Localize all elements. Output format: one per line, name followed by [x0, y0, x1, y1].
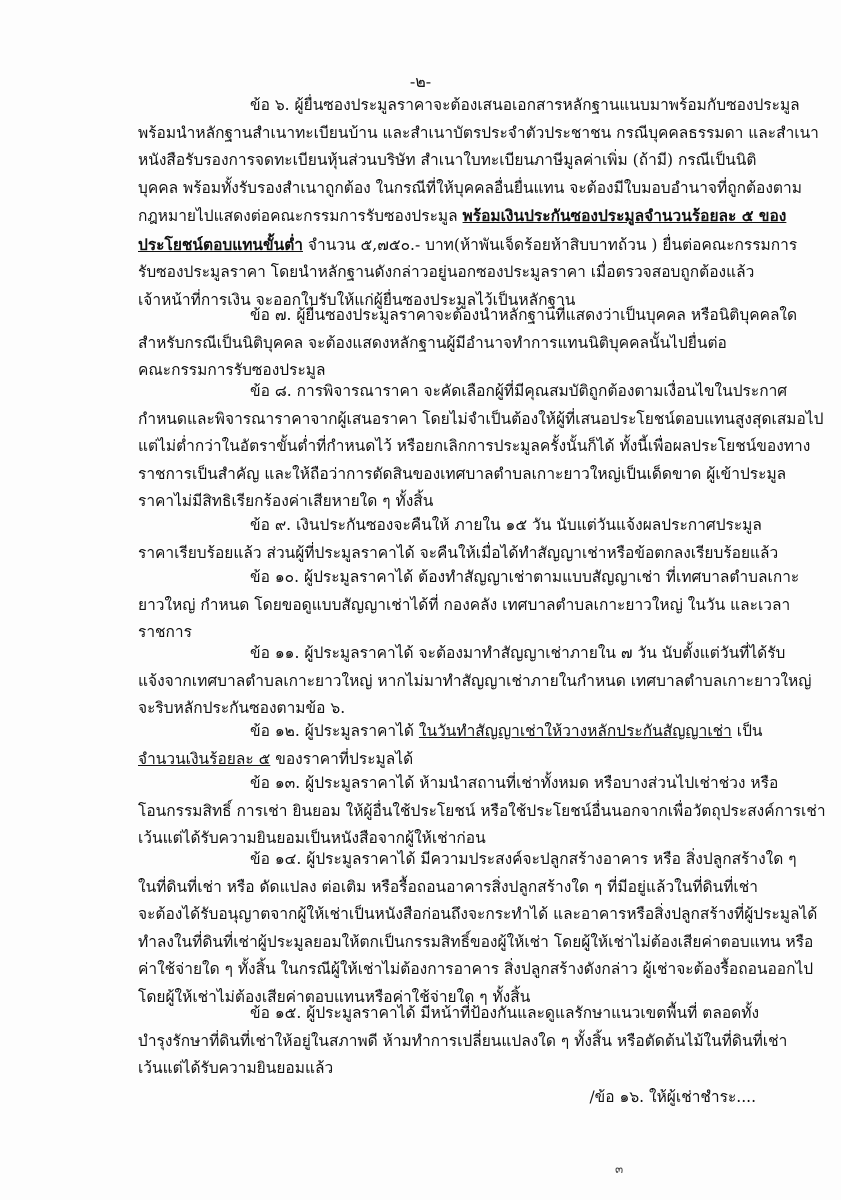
- clause-line: โดยผู้ให้เช่าไม่ต้องเสียค่าตอบแทนหรือค่าใช้จ่ายใด ๆ ทั้งสิ้น: [138, 987, 531, 1006]
- clause-text: ของราคาที่ประมูลได้: [270, 749, 414, 768]
- clause-15: [138, 1000, 788, 1083]
- deposit-emphasis: พร้อมเงินประกันซองประมูลจำนวนร้อยละ ๕ ของ: [462, 206, 787, 225]
- clause-line: [138, 231, 798, 260]
- clause-line: เว้นแต่ได้รับความยินยอมเป็นหนังสือจากผู้ให้เช่าก่อน: [138, 829, 486, 847]
- clause-line: จะริบหลักประกันซองตามข้อ ๖.: [138, 699, 346, 717]
- clause-line: พร้อมนำหลักฐานสำเนาทะเบียนบ้าน และสำเนาบัตรประจำตัวประชาชน กรณีบุคคลธรรมดา และสำเนา: [138, 123, 819, 142]
- clause-line: แจ้งจากเทศบาลตำบลเกาะยาวใหญ่ หากไม่มาทำสัญญาเช่าภายในกำหนด เทศบาลตำบลเกาะยาวใหญ่: [138, 671, 812, 690]
- continuation-note: /ข้อ ๑๖. ให้ผู้เช่าชำระ....: [589, 1088, 756, 1106]
- clause-line: ข้อ ๗. ผู้ยื่นซองประมูลราคาจะต้องนำหลักฐานที่แสดงว่าเป็นบุคคล หรือนิติบุคคลใด: [250, 306, 798, 324]
- clause-line: หนังสือรับรองการจดทะเบียนหุ้นส่วนบริษัท สำเนาใบทะเบียนภาษีมูลค่าเพิ่ม (ถ้ามี) กรณีเป็นนิติ: [138, 151, 757, 169]
- clause-line: ข้อ ๑๐. ผู้ประมูลราคาได้ ต้องทำสัญญาเช่าตามแบบสัญญาเช่า ที่เทศบาลตำบลเกาะ: [250, 568, 800, 586]
- clause-line: [138, 718, 763, 746]
- clause-line: ราคาเรียบร้อยแล้ว ส่วนผู้ที่ประมูลราคาได้ จะคืนให้เมื่อได้ทำสัญญาเช่าหรือข้อตกลงเรียบร้อยแล้ว: [138, 543, 779, 562]
- clause-9: [138, 512, 779, 567]
- clause-line: ค่าใช้จ่ายใด ๆ ทั้งสิ้น ในกรณีผู้ให้เช่าไม่ต้องการอาคาร สิ่งปลูกสร้างดังกล่าว ผู้เช่าจะต้องรื้อถอนออกไป: [138, 960, 814, 978]
- clause-line: ในที่ดินที่เช่า หรือ ดัดแปลง ต่อเติม หรือรื้อถอนอาคารสิ่งปลูกสร้างใด ๆ ที่มีอยู่แล้วในที่ดินที่เช่า: [138, 877, 758, 896]
- clause-text: กฎหมายไปแสดงต่อคณะกรรมการรับซองประมูล: [138, 207, 463, 225]
- clause-line: ทำลงในที่ดินที่เช่าผู้ประมูลยอมให้ตกเป็นกรรมสิทธิ์ของผู้ให้เช่า โดยผู้ให้เช่าไม่ต้องเสียค่าตอบแทน หรือ: [138, 932, 814, 951]
- clause-text: ข้อ ๑๒. ผู้ประมูลราคาได้: [250, 722, 419, 740]
- clause-line: ข้อ ๑๔. ผู้ประมูลราคาได้ มีความประสงค์จะปลูกสร้างอาคาร หรือ สิ่งปลูกสร้างใด ๆ: [250, 850, 797, 868]
- clause-text: จำนวน ๕,๗๕๐.- บาท(ห้าพันเจ็ดร้อยห้าสิบบาทถ้วน ) ยื่นต่อคณะกรรมการ: [303, 235, 798, 254]
- clause-line: [138, 202, 787, 231]
- clause-line: กำหนดและพิจารณาราคาจากผู้เสนอราคา โดยไม่จำเป็นต้องให้ผู้ที่เสนอประโยชน์ตอบแทนสูงสุดเสมอไป: [138, 409, 824, 428]
- clause-line: ข้อ ๑๓. ผู้ประมูลราคาได้ ห้ามนำสถานที่เช่าทั้งหมด หรือบางส่วนไปเช่าช่วง หรือ: [250, 774, 779, 792]
- bottom-mark: ๓: [615, 1162, 624, 1176]
- clause-line: แต่ไม่ต่ำกว่าในอัตราขั้นต่ำที่กำหนดไว้ หรือยกเลิกการประมูลครั้งนั้นก็ได้ ทั้งนี้เพื่อผลประโยชน์ของทาง: [138, 437, 811, 455]
- clause-11: [138, 640, 812, 723]
- clause-line: จะต้องได้รับอนุญาตจากผู้ให้เช่าเป็นหนังสือก่อนถึงจะกระทำได้ และอาคารหรือสิ่งปลูกสร้างที่ผู้ประมูลได้: [138, 905, 818, 923]
- clause-line: ราชการเป็นสำคัญ และให้ถือว่าการตัดสินของเทศบาลตำบลเกาะยาวใหญ่เป็นเด็ดขาด ผู้เข้าประมูล: [138, 464, 787, 483]
- guarantee-emphasis: จำนวนเงินร้อยละ ๕: [138, 749, 271, 768]
- clause-line: ราคาไม่มีสิทธิเรียกร้องค่าเสียหายใด ๆ ทั้งสิ้น: [138, 492, 434, 510]
- clause-line: เว้นแต่ได้รับความยินยอมแล้ว: [138, 1059, 334, 1077]
- clause-line: โอนกรรมสิทธิ์ การเช่า ยินยอม ให้ผู้อื่นใช้ประโยชน์ หรือใช้ประโยชน์อื่นนอกจากเพื่อวัตถุประสงค์การเช่า: [138, 801, 826, 820]
- clause-line: ข้อ ๘. การพิจารณาราคา จะคัดเลือกผู้ที่มีคุณสมบัติถูกต้องตามเงื่อนไขในประกาศ: [250, 382, 788, 400]
- clause-line: สำหรับกรณีเป็นนิติบุคคล จะต้องแสดงหลักฐานผู้มีอำนาจทำการแทนนิติบุคคลนั้นไปยื่นต่อ: [138, 333, 727, 352]
- guarantee-emphasis: ในวันทำสัญญาเช่าให้วางหลักประกันสัญญาเช่า: [418, 722, 732, 740]
- clause-6: [138, 92, 819, 314]
- clause-line: ข้อ ๖. ผู้ยื่นซองประมูลราคาจะต้องเสนอเอกสารหลักฐานแนบมาพร้อมกับซองประมูล: [250, 96, 800, 114]
- clause-8: [138, 378, 824, 516]
- clause-7: [138, 302, 798, 385]
- clause-line: รับซองประมูลราคา โดยนำหลักฐานดังกล่าวอยู่นอกซองประมูลราคา เมื่อตรวจสอบถูกต้องแล้ว: [138, 263, 755, 281]
- clause-line: คณะกรรมการรับซองประมูล: [138, 361, 326, 379]
- clause-line: ยาวใหญ่ กำหนด โดยขอดูแบบสัญญาเช่าได้ที่ กองคลัง เทศบาลตำบลเกาะยาวใหญ่ ในวัน และเวลา: [138, 595, 791, 614]
- clause-text: เป็น: [731, 722, 763, 740]
- clause-12: [138, 718, 763, 773]
- clause-10: [138, 564, 800, 647]
- clause-line: ราชการ: [138, 623, 192, 641]
- clause-line: ข้อ ๑๕. ผู้ประมูลราคาได้ มีหน้าที่ป้องกันและดูแลรักษาแนวเขตพื้นที่ ตลอดทั้ง: [250, 1004, 760, 1022]
- clause-14: [138, 846, 818, 1011]
- clause-line: บำรุงรักษาที่ดินที่เช่าให้อยู่ในสภาพดี ห้ามทำการเปลี่ยนแปลงใด ๆ ทั้งสิ้น หรือตัดต้นไม้ในที่ดินที่เช่า: [138, 1031, 788, 1050]
- deposit-emphasis: ประโยชน์ตอบแทนขั้นต่ำ: [138, 234, 303, 254]
- clause-line: ข้อ ๑๑. ผู้ประมูลราคาได้ จะต้องมาทำสัญญาเช่าภายใน ๗ วัน นับตั้งแต่วันที่ได้รับ: [250, 644, 786, 662]
- clause-line: บุคคล พร้อมทั้งรับรองสำเนาถูกต้อง ในกรณีที่ให้บุคคลอื่นยื่นแทน จะต้องมีใบมอบอำนาจที่ถูกต้องตาม: [138, 178, 802, 197]
- page-number: -๒-: [409, 72, 432, 91]
- clause-line: เจ้าหน้าที่การเงิน จะออกใบรับให้แก่ผู้ยื่นซองประมูลไว้เป็นหลักฐาน: [138, 290, 576, 309]
- clause-line: ข้อ ๙. เงินประกันซองจะคืนให้ ภายใน ๑๕ วัน นับแต่วันแจ้งผลประกาศประมูล: [250, 516, 762, 534]
- clause-line: [138, 746, 758, 774]
- clause-13: [138, 770, 826, 853]
